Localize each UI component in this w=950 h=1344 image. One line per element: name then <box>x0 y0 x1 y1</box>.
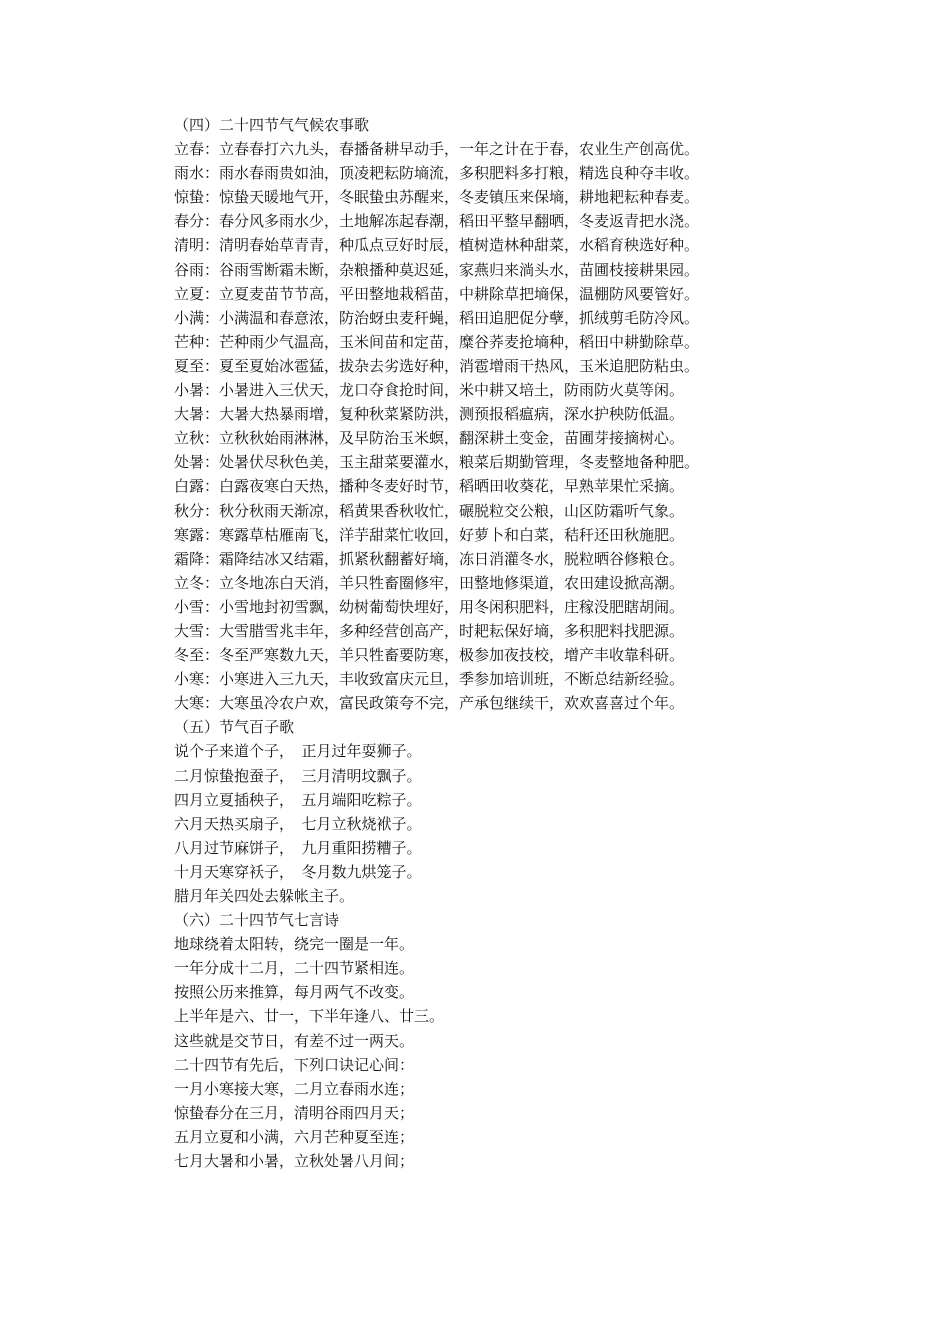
solar-term-row <box>174 595 774 619</box>
solar-term-row <box>174 571 774 595</box>
solar-term-row <box>174 282 774 306</box>
solar-term-row <box>174 258 774 282</box>
solar-term-verse: 霜降结冰又结霜，抓紧秋翻蓄好墒，冻日消灌冬水，脱粒晒谷修粮仓。 <box>219 549 685 568</box>
solar-term-name: 大雪： <box>174 621 220 640</box>
solar-term-verse: 秋分秋雨天渐凉，稻黄果香秋收忙，碾脱粒交公粮，山区防霜听气象。 <box>219 501 685 520</box>
song-line: 十月天寒穿袄子， 冬月数九烘笼子。 <box>174 862 422 881</box>
solar-term-row <box>174 547 774 571</box>
document-page <box>174 113 774 1173</box>
poem-line: 上半年是六、廿一，下半年逢八、廿三。 <box>174 1007 445 1026</box>
solar-term-name: 惊蛰： <box>174 188 220 207</box>
solar-term-verse: 小满温和春意浓，防治蚜虫麦秆蝇，稻田追肥促分孽，抓绒剪毛防冷风。 <box>219 308 700 327</box>
solar-term-row <box>174 691 774 715</box>
song-line: 四月立夏插秧子， 五月端阳吃粽子。 <box>174 790 422 809</box>
solar-term-row <box>174 185 774 209</box>
solar-term-verse: 雨水春雨贵如油，顶凌耙耘防墒流，多积肥料多打粮，精选良种夺丰收。 <box>219 164 700 183</box>
solar-term-verse: 大雪腊雪兆丰年，多种经营创高产，时耙耘保好墒，多积肥料找肥源。 <box>219 621 685 640</box>
solar-term-name: 芒种： <box>174 332 220 351</box>
poem-line: 按照公历来推算，每月两气不改变。 <box>174 983 415 1002</box>
section5-title: （五）节气百子歌 <box>174 718 295 737</box>
solar-term-name: 夏至： <box>174 356 220 375</box>
solar-term-verse: 冬至严寒数九天，羊只牲畜要防寒，极参加夜技校，增产丰收靠科研。 <box>219 646 685 665</box>
poem-line: 一年分成十二月，二十四节紧相连。 <box>174 959 415 978</box>
solar-term-name: 小暑： <box>174 381 220 400</box>
solar-term-verse: 立春春打六九头，春播备耕早动手，一年之计在于春，农业生产创高优。 <box>219 140 700 159</box>
poem-line: 一月小寒接大寒，二月立春雨水连； <box>174 1079 415 1098</box>
solar-term-row <box>174 450 774 474</box>
solar-term-row <box>174 306 774 330</box>
solar-term-name: 雨水： <box>174 164 220 183</box>
song-line: 腊月年关四处去躲帐主子。 <box>174 887 355 905</box>
poem-line: 五月立夏和小满，六月芒种夏至连； <box>174 1127 415 1146</box>
solar-term-verse: 立冬地冻白天消，羊只牲畜圈修牢，田整地修渠道，农田建设掀高潮。 <box>219 573 685 592</box>
song-line: 说个子来道个子， 正月过年耍狮子。 <box>174 742 422 761</box>
solar-term-verse: 大寒虽冷农户欢，富民政策夸不完，产承包继续干，欢欢喜喜过个年。 <box>219 694 685 713</box>
section6-lines <box>174 932 774 1173</box>
solar-term-verse: 白露夜寒白天热，播种冬麦好时节，稻晒田收葵花，早熟苹果忙采摘。 <box>219 477 685 496</box>
solar-term-name: 冬至： <box>174 646 220 665</box>
poem-line: 七月大暑和小暑，立秋处暑八月间； <box>174 1152 415 1171</box>
solar-term-row <box>174 667 774 691</box>
solar-term-name: 立夏： <box>174 284 220 303</box>
solar-term-name: 谷雨： <box>174 260 220 279</box>
section4-rows <box>174 137 774 715</box>
solar-term-name: 立冬： <box>174 573 220 592</box>
solar-term-name: 大暑： <box>174 405 220 424</box>
solar-term-verse: 谷雨雪断霜未断，杂粮播种莫迟延，家燕归来淌头水，苗圃枝接耕果园。 <box>219 260 700 279</box>
solar-term-row <box>174 619 774 643</box>
solar-term-row <box>174 474 774 498</box>
solar-term-row <box>174 426 774 450</box>
solar-term-verse: 立夏麦苗节节高，平田整地栽稻苗，中耕除草把墒保，温棚防风要管好。 <box>219 284 700 303</box>
solar-term-row <box>174 330 774 354</box>
poem-line: 二十四节有先后，下列口诀记心间： <box>174 1055 415 1074</box>
solar-term-name: 清明： <box>174 236 220 255</box>
song-line: 八月过节麻饼子， 九月重阳捞糟子。 <box>174 838 422 857</box>
solar-term-verse: 惊蛰天暖地气开，冬眠蛰虫苏醒来，冬麦镇压来保墒，耕地耙耘种春麦。 <box>219 188 700 207</box>
solar-term-verse: 夏至夏始冰雹猛，拔杂去劣选好种，消雹增雨干热风，玉米追肥防粘虫。 <box>219 356 700 375</box>
solar-term-name: 霜降： <box>174 549 220 568</box>
solar-term-name: 立春： <box>174 140 220 159</box>
poem-line: 惊蛰春分在三月，清明谷雨四月天； <box>174 1103 415 1122</box>
solar-term-verse: 大暑大热暴雨增，复种秋菜紧防洪，测预报稻瘟病，深水护秧防低温。 <box>219 405 685 424</box>
solar-term-verse: 立秋秋始雨淋淋，及早防治玉米螟，翻深耕土变金，苗圃芽接摘树心。 <box>219 429 685 448</box>
solar-term-verse: 寒露草枯雁南飞，洋芋甜菜忙收回，好萝卜和白菜，秸秆还田秋施肥。 <box>219 525 685 544</box>
solar-term-row <box>174 233 774 257</box>
poem-line: 这些就是交节日，有差不过一两天。 <box>174 1031 415 1050</box>
solar-term-row <box>174 161 774 185</box>
solar-term-verse: 处暑伏尽秋色美，玉主甜菜要灌水，粮菜后期勤管理，冬麦整地备种肥。 <box>219 453 700 472</box>
song-line: 六月天热买扇子， 七月立秋烧袱子。 <box>174 814 422 833</box>
solar-term-verse: 小暑进入三伏天，龙口夺食抢时间，米中耕又培土，防雨防火莫等闲。 <box>219 381 685 400</box>
solar-term-name: 白露： <box>174 477 220 496</box>
section5-lines <box>174 739 774 908</box>
song-line: 二月惊蛰抱蚕子， 三月清明坟飘子。 <box>174 766 422 785</box>
section4-title: （四）二十四节气气候农事歌 <box>174 116 370 134</box>
solar-term-row <box>174 523 774 547</box>
solar-term-row <box>174 499 774 523</box>
solar-term-name: 立秋： <box>174 429 220 448</box>
poem-line: 地球绕着太阳转，绕完一圈是一年。 <box>174 935 415 954</box>
solar-term-row <box>174 402 774 426</box>
section6-title: （六）二十四节气七言诗 <box>174 911 340 930</box>
solar-term-verse: 清明春始草青青，种瓜点豆好时辰，植树造林种甜菜，水稻育秧选好种。 <box>219 236 700 255</box>
solar-term-row <box>174 643 774 667</box>
solar-term-name: 大寒： <box>174 694 220 713</box>
solar-term-verse: 春分风多雨水少，土地解冻起春潮，稻田平整早翻晒，冬麦返青把水浇。 <box>219 212 700 231</box>
solar-term-row <box>174 137 774 161</box>
solar-term-verse: 小寒进入三九天，丰收致富庆元旦，季参加培训班，不断总结新经验。 <box>219 670 685 689</box>
solar-term-name: 小满： <box>174 308 220 327</box>
solar-term-row <box>174 378 774 402</box>
solar-term-name: 秋分： <box>174 501 220 520</box>
solar-term-name: 小雪： <box>174 597 220 616</box>
solar-term-row <box>174 354 774 378</box>
solar-term-verse: 芒种雨少气温高，玉米间苗和定苗，糜谷荞麦抢墒种，稻田中耕勤除草。 <box>219 332 700 351</box>
solar-term-row <box>174 209 774 233</box>
solar-term-verse: 小雪地封初雪飘，幼树葡萄快埋好，用冬闲积肥料，庄稼没肥瞎胡闹。 <box>219 597 685 616</box>
solar-term-name: 寒露： <box>174 525 220 544</box>
solar-term-name: 春分： <box>174 212 220 231</box>
solar-term-name: 小寒： <box>174 670 220 689</box>
solar-term-name: 处暑： <box>174 453 220 472</box>
